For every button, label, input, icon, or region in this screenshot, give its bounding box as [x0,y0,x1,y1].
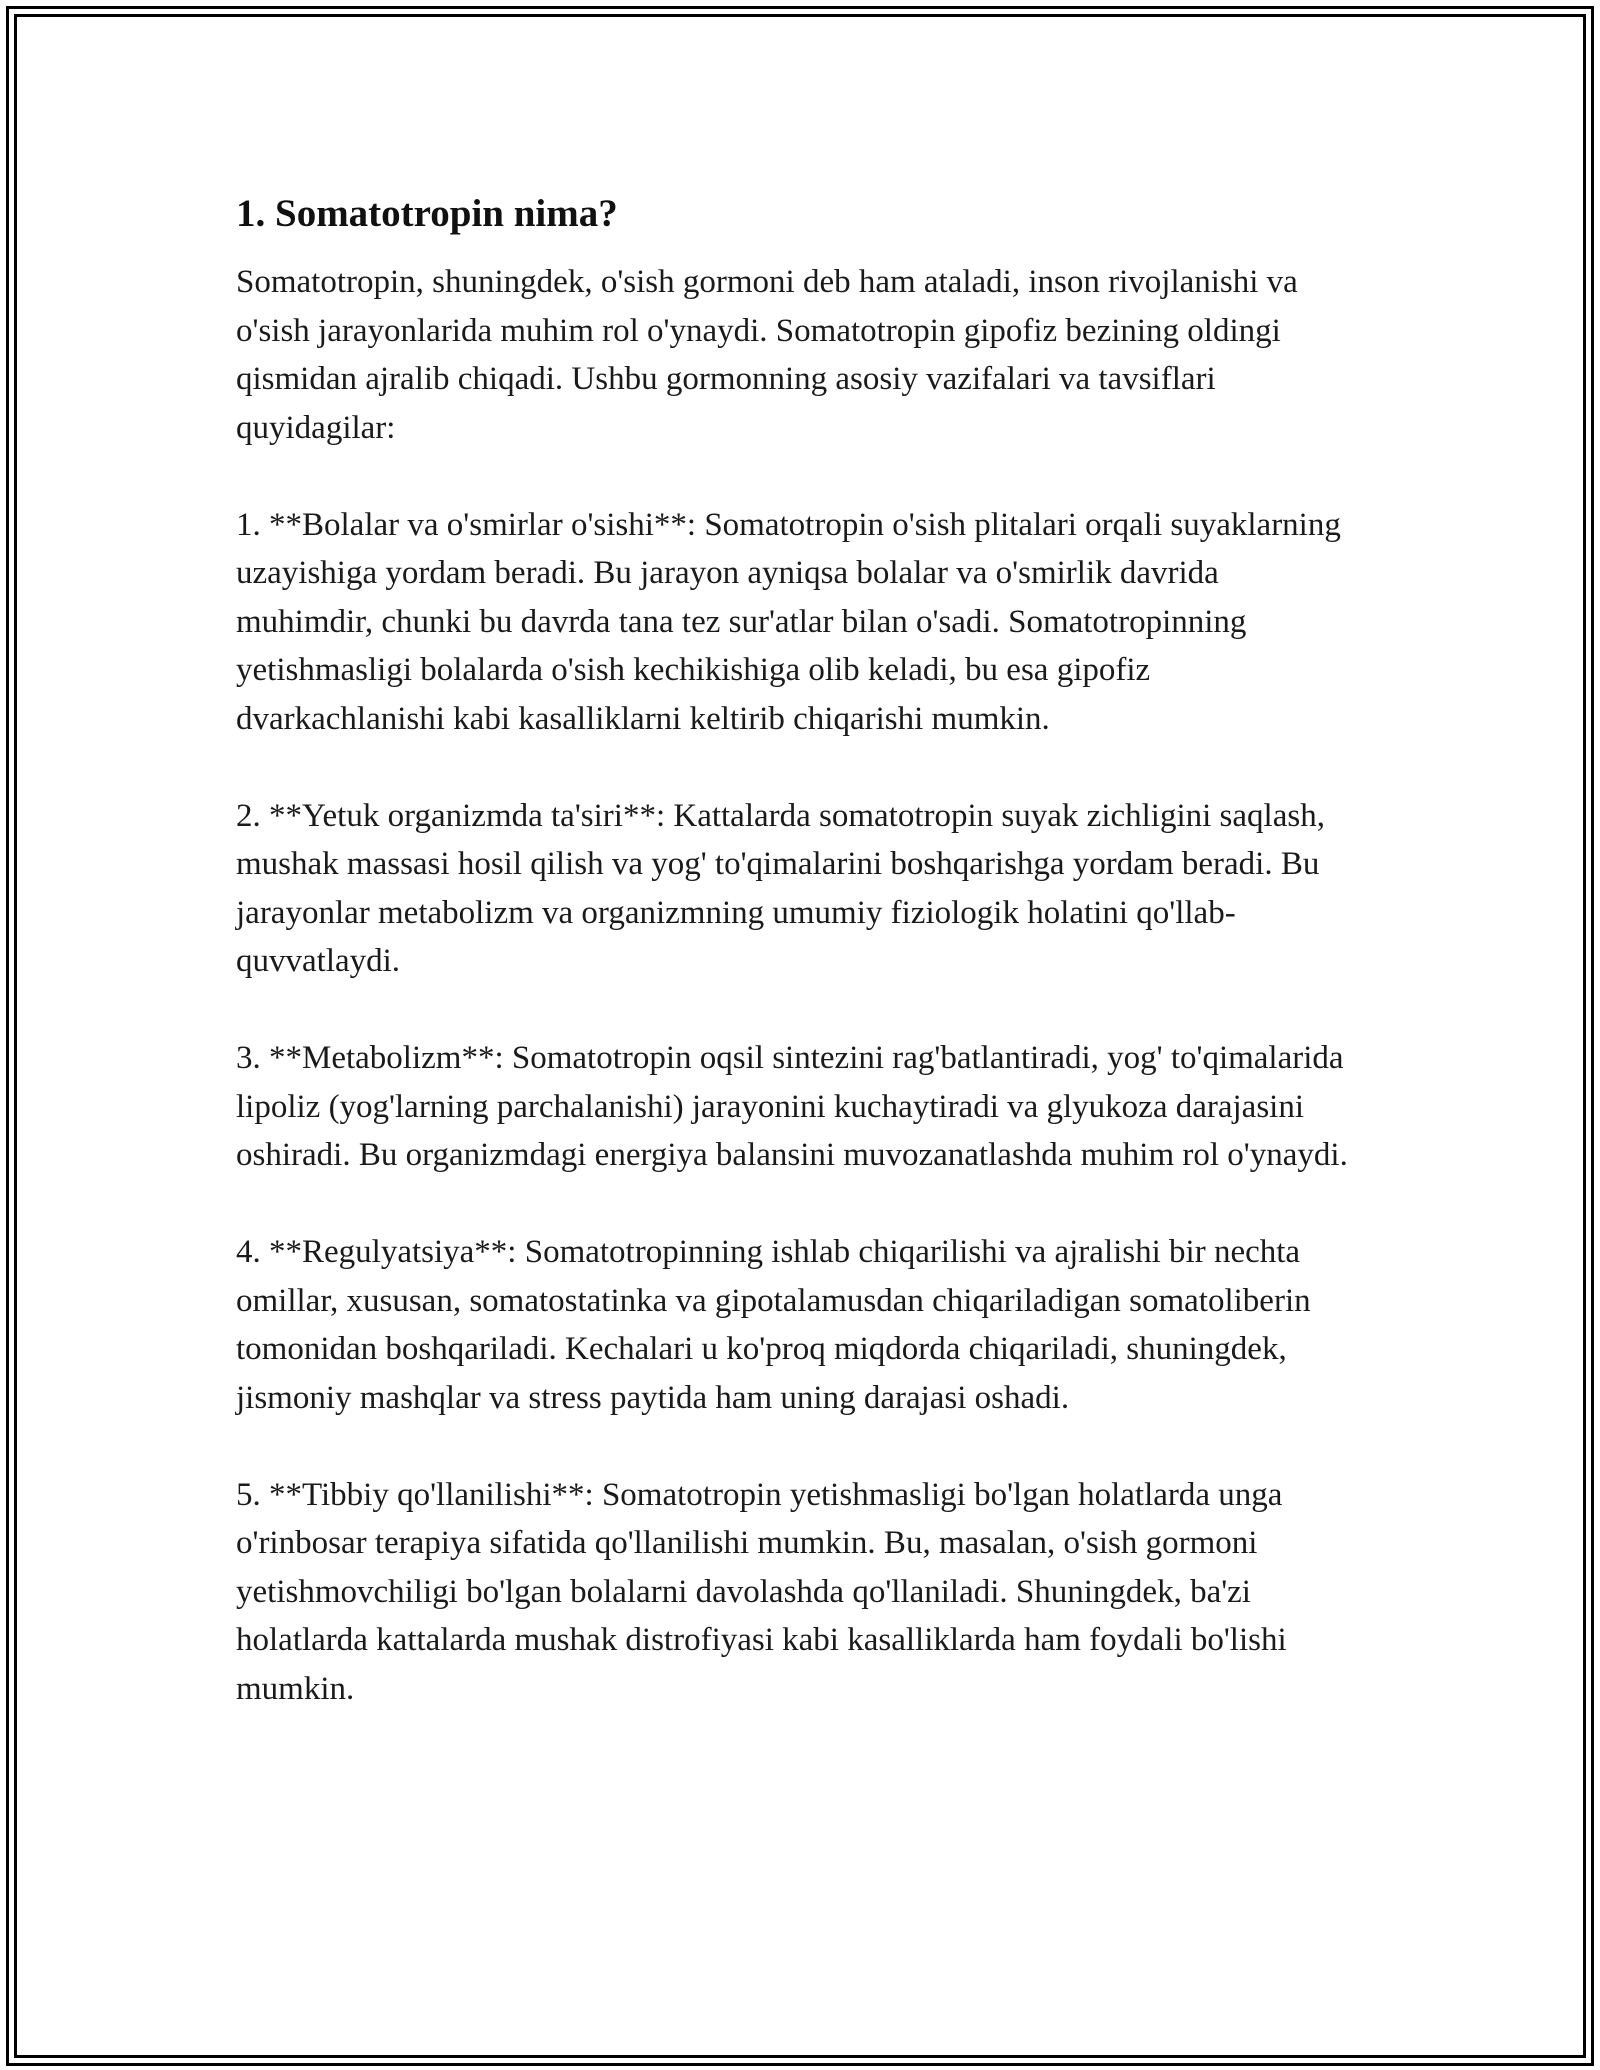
list-item-growth: 1. **Bolalar va o'smirlar o'sishi**: Somatotropin o'sish plitalari orqali suyaklarning uzayishiga yordam beradi. Bu jarayon ayniqsa bolalar va o'smirlik davrida muhimdir, chunki bu davrda tana tez sur'atlar bilan o'sadi. Somatotropinning yetishmasligi bolalarda o'sish kechikishiga olib keladi, bu esa gipofiz dvarkachlanishi kabi kasalliklarni keltirib chiqarishi mumkin. [236,506,1341,737]
intro-paragraph: Somatotropin, shuningdek, o'sish gormoni deb ham ataladi, inson rivojlanishi va o'sish jarayonlarida muhim rol o'ynaydi. Somatotropin gipofiz bezining oldingi qismidan ajralib chiqadi. Ushbu gormonning asosiy vazifalari va tavsiflari quyidagilar: [236,264,1298,446]
list-item-regulation: 4. **Regulyatsiya**: Somatotropinning ishlab chiqarilishi va ajralishi bir nechta omillar, xususan, somatostatinka va gipotalamusdan chiqariladigan somatoliberin tomonidan boshqariladi. Kechalari u ko'proq miqdorda chiqariladi, shuningdek, jismoniy mashqlar va stress paytida ham uning darajasi oshadi. [236,1234,1311,1416]
document-body [236,186,1364,1762]
section-heading: 1. Somatotropin nima? [236,192,618,235]
list-item-medical-use: 5. **Tibbiy qo'llanilishi**: Somatotropin yetishmasligi bo'lgan holatlarda unga o'rinbosar terapiya sifatida qo'llanilishi mumkin. Bu, masalan, o'sish gormoni yetishmovchiligi bo'lgan bolalarni davolashda qo'llaniladi. Shuningdek, ba'zi holatlarda kattalarda mushak distrofiyasi kabi kasalliklarda ham foydali bo'lishi mumkin. [236,1476,1287,1707]
list-item-adult-effects: 2. **Yetuk organizmda ta'siri**: Kattalarda somatotropin suyak zichligini saqlash, mushak massasi hosil qilish va yog' to'qimalarini boshqarishga yordam beradi. Bu jarayonlar metabolizm va organizmning umumiy fiziologik holatini qo'llab-quvvatlaydi. [236,797,1325,979]
list-item-metabolism: 3. **Metabolizm**: Somatotropin oqsil sintezini rag'batlantiradi, yog' to'qimalarida lipoliz (yog'larning parchalanishi) jarayonini kuchaytiradi va glyukoza darajasini oshiradi. Bu organizmdagi energiya balansini muvozanatlashda muhim rol o'ynaydi. [236,1040,1348,1173]
